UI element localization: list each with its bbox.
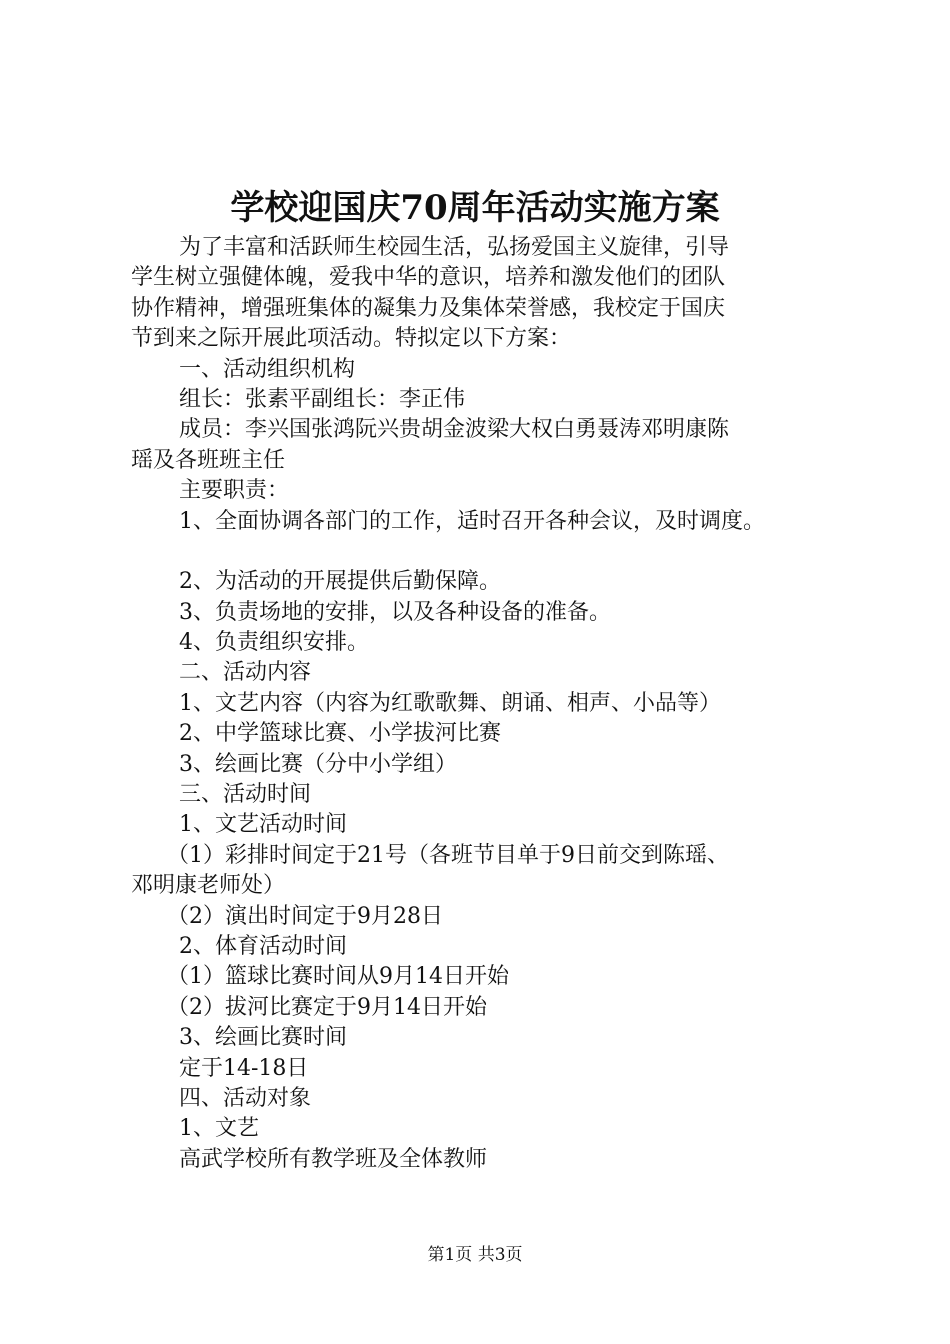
section-heading: 一、活动组织机构 bbox=[179, 356, 356, 382]
list-item: 2、中学篮球比赛、小学拔河比赛 bbox=[179, 721, 501, 747]
paragraph-line: 主要职责： bbox=[179, 478, 290, 504]
list-item: 2、体育活动时间 bbox=[179, 933, 347, 959]
list-item: （1）篮球比赛时间从9月14日开始 bbox=[167, 964, 509, 990]
list-item: （2）拔河比赛定于9月14日开始 bbox=[167, 994, 487, 1020]
paragraph-line: 节到来之际开展此项活动。特拟定以下方案： bbox=[131, 326, 572, 352]
list-item: 1、文艺 bbox=[179, 1116, 259, 1142]
paragraph-line: 瑶及各班班主任 bbox=[131, 447, 286, 473]
section-heading: 二、活动内容 bbox=[179, 660, 312, 686]
paragraph-line: 学生树立强健体魄，爱我中华的意识，培养和激发他们的团队 bbox=[131, 265, 726, 291]
paragraph-line: 定于14-18日 bbox=[179, 1055, 309, 1081]
list-item: （2）演出时间定于9月28日 bbox=[167, 903, 443, 929]
paragraph-line: 邓明康老师处） bbox=[131, 873, 286, 899]
list-item: 2、为活动的开展提供后勤保障。 bbox=[179, 569, 501, 595]
list-item: 3、绘画比赛时间 bbox=[179, 1025, 347, 1051]
page-indicator: 第1页 共3页 bbox=[427, 1245, 523, 1265]
paragraph-line: 成员：李兴国张鸿阮兴贵胡金波梁大权白勇聂涛邓明康陈 bbox=[179, 417, 730, 443]
list-item: （1）彩排时间定于21号（各班节目单于9日前交到陈瑶、 bbox=[167, 842, 729, 868]
paragraph-line: 为了丰富和活跃师生校园生活，弘扬爱国主义旋律，引导 bbox=[179, 235, 730, 260]
document-body bbox=[131, 233, 851, 1175]
section-heading: 三、活动时间 bbox=[179, 782, 312, 808]
document-title: 学校迎国庆70周年活动实施方案 bbox=[230, 188, 720, 228]
list-item: 1、全面协调各部门的工作，适时召开各种会议，及时调度。 bbox=[179, 508, 765, 534]
list-item: 4、负责组织安排。 bbox=[179, 630, 369, 656]
blank-line bbox=[131, 537, 851, 567]
list-item: 3、绘画比赛（分中小学组） bbox=[179, 751, 457, 777]
list-item: 3、负责场地的安排，以及各种设备的准备。 bbox=[179, 599, 611, 625]
paragraph-line: 组长：张素平副组长：李正伟 bbox=[179, 386, 466, 412]
paragraph-line: 高武学校所有教学班及全体教师 bbox=[179, 1146, 488, 1172]
list-item: 1、文艺内容（内容为红歌歌舞、朗诵、相声、小品等） bbox=[179, 690, 721, 716]
list-item: 1、文艺活动时间 bbox=[179, 812, 347, 838]
section-heading: 四、活动对象 bbox=[179, 1085, 312, 1111]
paragraph-line: 协作精神，增强班集体的凝集力及集体荣誉感，我校定于国庆 bbox=[131, 295, 726, 321]
